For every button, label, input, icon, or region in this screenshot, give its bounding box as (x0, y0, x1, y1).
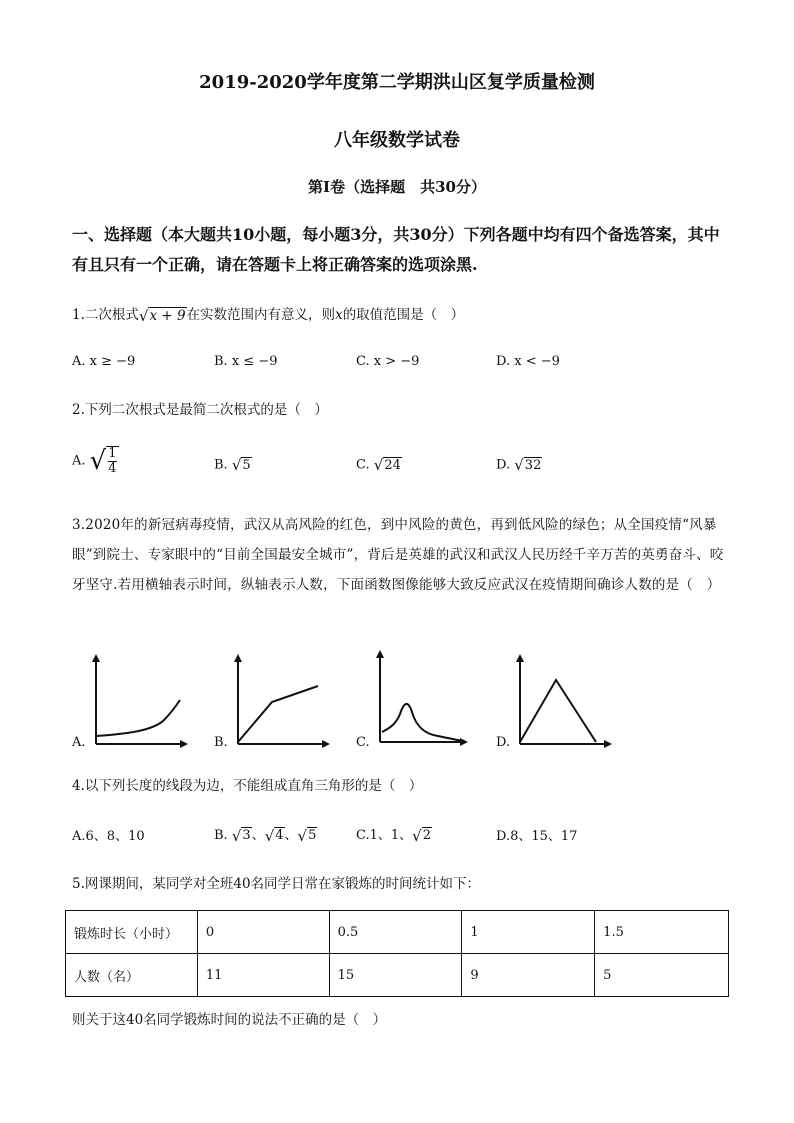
q2-option-c-label: C. (356, 457, 370, 473)
q2-option-c[interactable] (356, 456, 402, 474)
q1-option-d[interactable]: D. x < −9 (496, 354, 560, 369)
table-cell: 9 (462, 954, 595, 997)
q4-radicand-3: 5 (308, 828, 317, 843)
q1-option-b[interactable]: B. x ≤ −9 (214, 354, 278, 369)
q1-suffix-b: 的取值范围是（ ） (342, 307, 465, 323)
graph-d-triangle (520, 680, 596, 742)
table-cell: 11 (197, 954, 329, 997)
q1-option-a[interactable]: A. x ≥ −9 (72, 354, 136, 369)
table-row (66, 911, 729, 954)
q4-sep-2: 、 (284, 828, 298, 843)
table-cell: 0.5 (329, 911, 462, 954)
q2-option-b-radical: √5 (231, 456, 251, 474)
q4-radical-1: √3 (231, 826, 251, 845)
q2-option-d-value: 32 (524, 457, 542, 473)
question-1 (72, 303, 464, 325)
graph-a-curve (96, 700, 180, 736)
graph-c-curve (382, 704, 464, 741)
q2-frac-denominator: 4 (108, 461, 117, 476)
table-row (66, 954, 729, 997)
q4-option-c[interactable] (356, 824, 432, 845)
graph-b-line (238, 686, 318, 742)
table-cell: 15 (329, 954, 462, 997)
table-header-hours: 锻炼时长（小时） (66, 911, 198, 954)
graph-b-x-arrow (322, 740, 330, 748)
question-5: 5.网课期间，某同学对全班40名同学日常在家锻炼的时间统计如下： (72, 876, 481, 892)
exercise-table (65, 910, 729, 997)
graph-a-x-arrow (180, 740, 188, 748)
table-cell: 1.5 (595, 911, 729, 954)
graph-c-x-arrow (460, 738, 468, 746)
graph-a-y-arrow (92, 654, 100, 662)
q4-sep-1: 、 (251, 828, 265, 843)
q2-option-d[interactable] (496, 456, 542, 474)
q1-radical: √x + 9 (138, 306, 186, 325)
q1-radicand: x + 9 (149, 308, 186, 324)
graph-d-x-arrow (604, 740, 612, 748)
question-3: 3.2020年的新冠病毒疫情，武汉从高风险的红色，到中风险的黄色，再到低风险的绿色；从全国疫情“风暴眼”到院士、专家眼中的“目前全国最安全城市”，背后是英雄的武汉和武汉人民历经千辛万苦的英勇奋斗、咬牙坚守.若用横轴表示时间，纵轴表示人数，下面函数图像能够大致反应武汉在疫情期间确诊人数的是（ ） (72, 517, 724, 593)
q3-option-b-label[interactable]: B. (214, 735, 228, 750)
exam-title: 2019-2020学年度第二学期洪山区复学质量检测 (199, 72, 595, 93)
q4-option-b[interactable] (214, 824, 317, 845)
q1-prefix: 1.二次根式 (72, 307, 139, 323)
q2-option-c-value: 24 (384, 457, 401, 473)
q4-radicand-2: 4 (275, 828, 284, 843)
q2-option-c-radical: √24 (373, 456, 401, 474)
question-5-prompt: 则关于这40名同学锻炼时间的说法不正确的是（ ） (72, 1012, 387, 1028)
q2-option-a-radical: √ $\frac{1}{4}$ (89, 446, 117, 476)
q1-var: x (335, 307, 343, 323)
graph-c-y-arrow (376, 650, 384, 658)
section-heading: 一、选择题（本大题共10小题，每小题3分，共30分）下列各题中均有四个备选答案，其中有且只有一个正确，请在答题卡上将正确答案的选项涂黑. (72, 225, 720, 274)
q4-option-a[interactable]: A.6、8、10 (72, 829, 145, 844)
q2-option-b-label: B. (214, 457, 228, 473)
q2-frac-numerator: 1 (108, 446, 117, 461)
table-cell: 5 (595, 954, 729, 997)
q3-graph-c[interactable] (368, 648, 478, 752)
q3-graph-d[interactable] (508, 652, 618, 752)
q1-suffix-a: 在实数范围内有意义，则 (186, 307, 336, 323)
q2-option-a-label: A. (72, 453, 86, 469)
graph-d-y-arrow (516, 654, 524, 662)
q4-option-c-radical: √2 (412, 826, 432, 845)
question-2: 2.下列二次根式是最简二次根式的是（ ） (72, 402, 328, 418)
q3-option-c-label[interactable]: C. (356, 735, 370, 750)
q2-option-d-radical: √32 (514, 456, 542, 474)
part-heading: 第Ⅰ卷（选择题 共30分） (308, 178, 486, 196)
q4-radical-3: √5 (297, 826, 317, 845)
q2-option-b[interactable] (214, 456, 252, 474)
q3-option-d-label[interactable]: D. (496, 735, 511, 750)
q3-option-a-label[interactable]: A. (72, 735, 86, 750)
q4-radical-2: √4 (264, 826, 284, 845)
q3-graph-a[interactable] (84, 652, 194, 752)
exam-subtitle: 八年级数学试卷 (334, 130, 460, 151)
table-header-count: 人数（名） (66, 954, 198, 997)
graph-b-y-arrow (234, 654, 242, 662)
q1-option-c[interactable]: C. x > −9 (356, 354, 420, 369)
q2-option-d-label: D. (496, 457, 511, 473)
q3-graph-b[interactable] (226, 652, 336, 752)
q2-option-b-value: 5 (242, 457, 251, 473)
q2-option-a-fraction (106, 446, 118, 476)
q4-option-c-label: C.1、1、 (356, 828, 413, 843)
q4-option-d[interactable]: D.8、15、17 (496, 829, 578, 844)
question-4: 4.以下列长度的线段为边，不能组成直角三角形的是（ ） (72, 778, 423, 794)
q2-option-a[interactable] (72, 446, 119, 476)
q4-radicand-1: 3 (242, 828, 251, 843)
table-cell: 0 (197, 911, 329, 954)
q4-option-b-label: B. (214, 828, 228, 843)
table-cell: 1 (462, 911, 595, 954)
q4-option-c-value: 2 (422, 828, 432, 843)
